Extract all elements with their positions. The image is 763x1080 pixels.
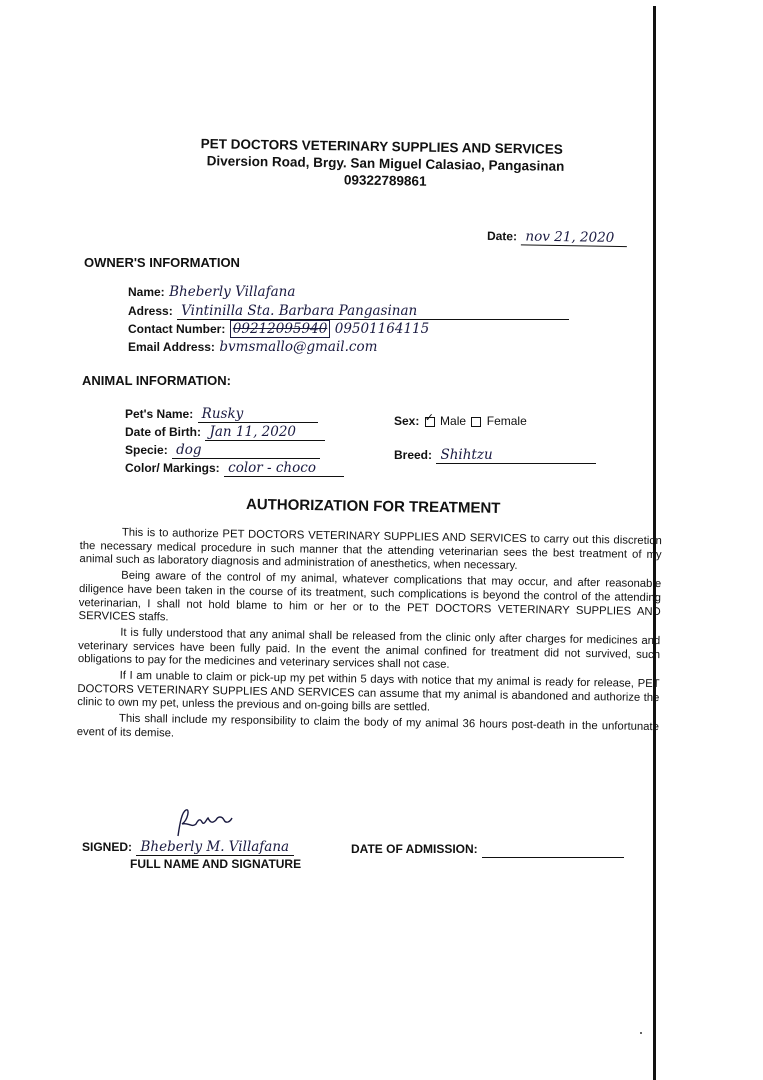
sex-male-label: Male [440,414,467,428]
animal-section-title: ANIMAL INFORMATION: [82,373,231,388]
pet-sex-field [394,414,527,428]
pet-dob-label: Date of Birth: [125,425,201,439]
signed-value: Bheberly M. Villafana [136,839,294,856]
authorization-paragraph: Being aware of the control of my animal, whatever complications that may occur, and after reasonable diligence have been taken in the course of its treatment, such complications is beyond the control of the attending veterinarian, I shall not hold blame to him or her or to the PET DOCTORS VETERINARY SUPPLIES AND SERVICES staffs. [78,569,662,624]
signature-scribble [170,806,240,840]
pet-name-value: Rusky [198,406,318,423]
pet-breed-value: Shihtzu [436,447,596,464]
pet-specie-field [125,441,320,459]
admission-date-value [482,842,624,858]
admission-date-field [351,840,624,858]
owner-email-value: bvmsmallo@gmail.com [219,339,378,355]
pet-dob-value: Jan 11, 2020 [205,424,325,441]
owner-contact-field [128,320,429,338]
authorization-paragraph: This shall include my responsibility to claim the body of my animal 36 hours post-death in the unfortunate event of its demise. [76,712,660,740]
pet-color-value: color - choco [224,460,344,477]
clinic-name: PET DOCTORS VETERINARY SUPPLIES AND SERVICES [200,136,563,157]
sex-female-checkbox [471,417,481,427]
owner-name-field [128,283,295,301]
date-value: nov 21, 2020 [521,228,627,247]
owner-address-field [128,302,569,320]
pet-name-label: Pet's Name: [125,407,194,421]
date-label: Date: [486,228,518,244]
owner-address-label: Adress: [128,304,173,318]
admission-date-label: DATE OF ADMISSION: [351,842,478,856]
owner-name-label: Name: [128,285,165,299]
pet-breed-field [394,446,596,464]
pet-breed-label: Breed: [394,448,433,462]
pet-specie-value: dog [172,442,320,459]
signature-caption: FULL NAME AND SIGNATURE [130,857,302,871]
owner-contact-struck: 09212095940 [230,320,330,338]
owner-contact-value: 09501164115 [334,321,430,337]
authorization-title: AUTHORIZATION FOR TREATMENT [245,496,501,517]
sex-male-checkbox [425,417,435,427]
pet-specie-label: Specie: [125,443,168,457]
owner-contact-label: Contact Number: [128,322,226,336]
sex-female-label: Female [486,414,527,428]
pet-name-field [125,405,318,423]
owner-section-title: OWNER'S INFORMATION [84,255,240,270]
clinic-address: Diversion Road, Brgy. San Miguel Calasiao, Pangasinan [206,153,565,174]
owner-email-label: Email Address: [128,340,215,354]
owner-name-value: Bheberly Villafana [169,284,296,300]
owner-email-field [128,338,377,356]
authorization-paragraph: If I am unable to claim or pick-up my pet within 5 days with notice that my animal is ready for release, PET DOCTORS VETERINARY SUPPLIES AND SERVICES can assume that my animal is abandoned and authorize the clinic to own my pet, unless the previous and on-going bills are settled. [77,669,660,714]
signed-label: SIGNED: [82,840,133,854]
pet-color-label: Color/ Markings: [125,461,220,475]
authorization-paragraph: It is fully understood that any animal shall be released from the clinic only after charges for medicines and veterinary services have been fully paid. In the event the animal confined for treatment did not survived, such obligations to pay for the medicines and veterinary services shall not case. [77,626,661,672]
date-field [487,227,628,247]
authorization-body [77,526,662,751]
letterhead [0,132,763,195]
pet-dob-field [125,423,325,441]
scan-speck [640,1032,642,1034]
owner-address-value: Vintinilla Sta. Barbara Pangasinan [177,303,569,320]
signed-field [82,838,294,856]
clinic-phone: 09322789861 [343,172,427,189]
authorization-paragraph: This is to authorize PET DOCTORS VETERINARY SUPPLIES AND SERVICES to carry out this discretion the necessary medical procedure in such manner that the attending veterinarian sees the best treatment of my animal such as laboratory diagnosis and administration of anesthetics, when necessary. [79,526,662,573]
pet-color-field [125,459,344,477]
pet-sex-label: Sex: [394,414,420,428]
